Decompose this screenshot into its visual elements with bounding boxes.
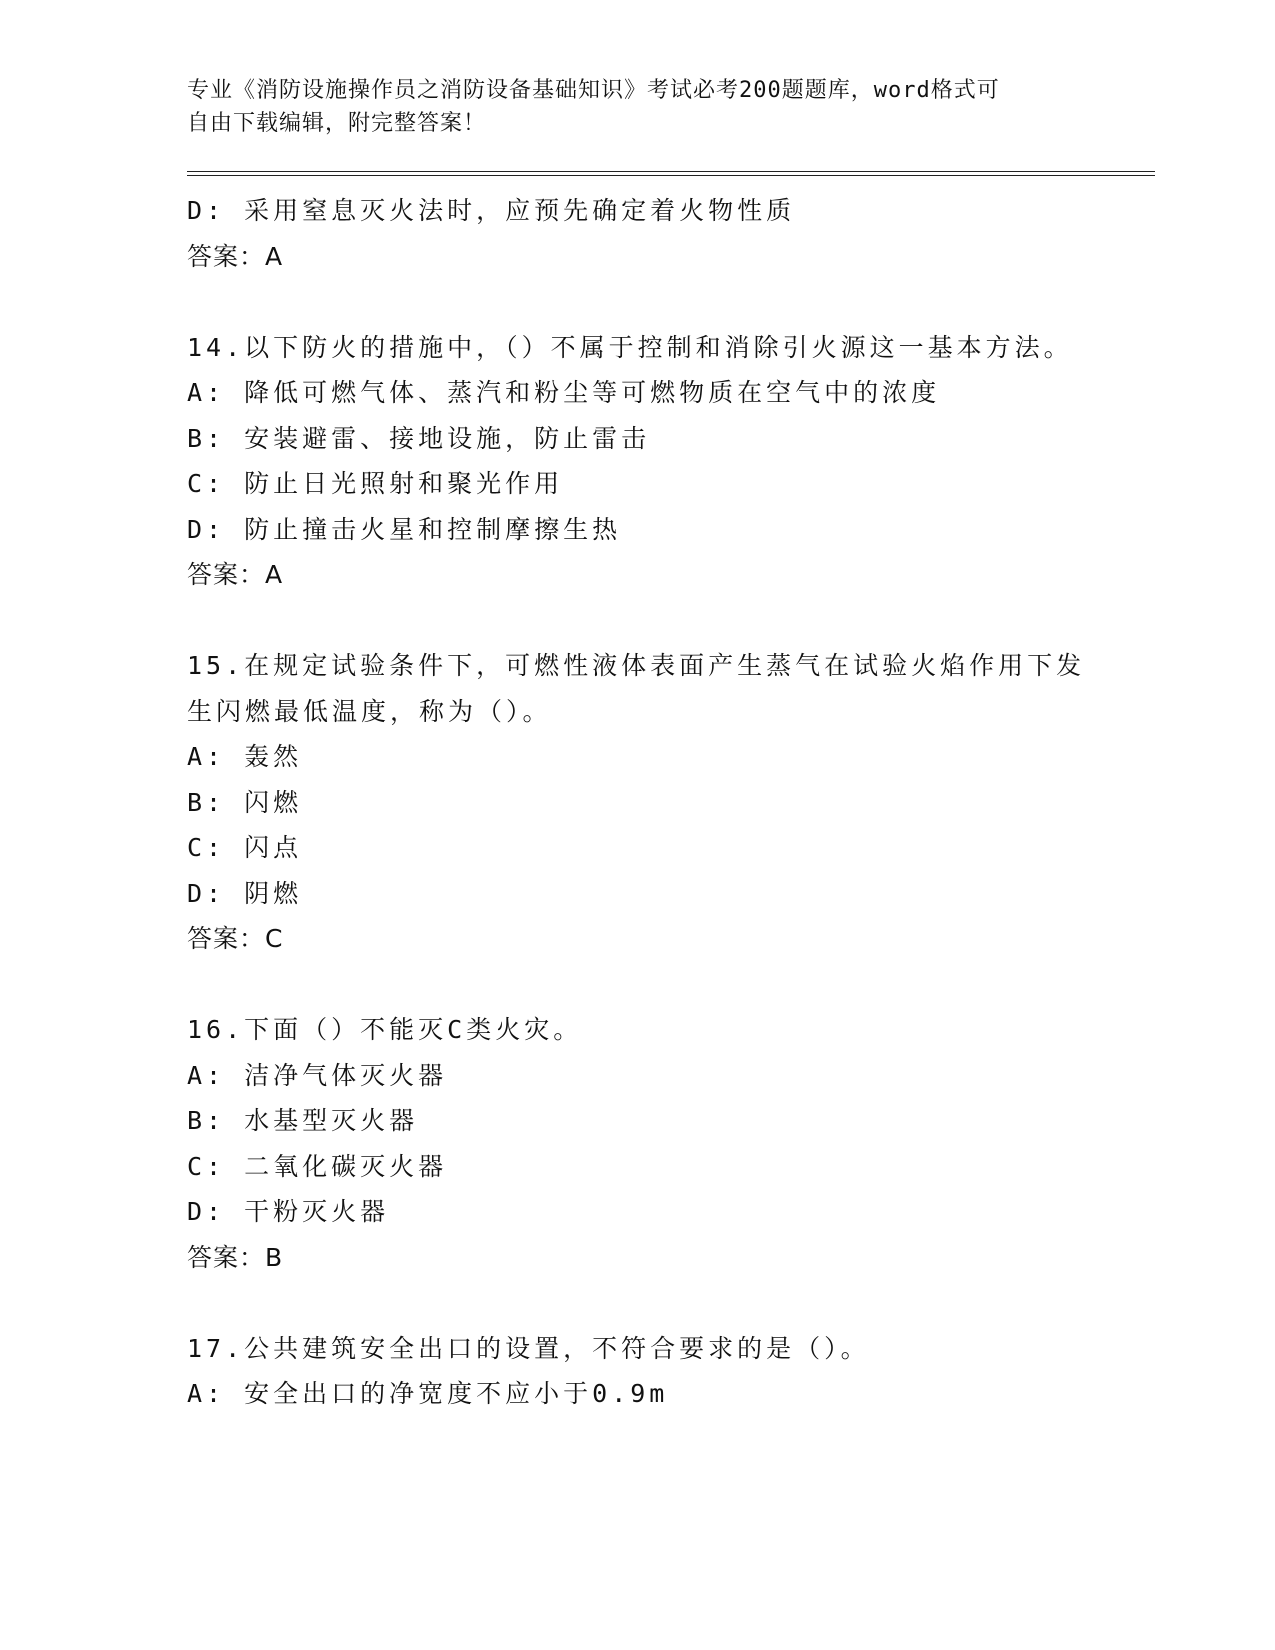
document-body	[187, 188, 1087, 1417]
question-stem: 14.以下防火的措施中，（）不属于控制和消除引火源这一基本方法。	[187, 332, 1073, 362]
answer-line: 答案：B	[187, 1242, 284, 1272]
answer-line: 答案：A	[187, 241, 284, 271]
spacer	[187, 279, 1087, 325]
question-15	[187, 643, 1087, 962]
question-14	[187, 325, 1087, 598]
spacer	[187, 962, 1087, 1008]
answer-line: 答案：C	[187, 924, 284, 953]
spacer	[187, 1280, 1087, 1326]
option-a: A: 降低可燃气体、蒸汽和粉尘等可燃物质在空气中的浓度	[187, 378, 941, 407]
option-d: D: 防止撞击火星和控制摩擦生热	[187, 514, 622, 544]
option-d: D: 采用窒息灭火法时，应预先确定着火物性质	[187, 196, 796, 225]
header-rule-bottom	[187, 175, 1155, 176]
question-stem: 17.公共建筑安全出口的设置，不符合要求的是（）。	[187, 1333, 870, 1363]
option-a: A: 洁净气体灭火器	[187, 1060, 448, 1090]
option-b: B: 安装避雷、接地设施，防止雷击	[187, 423, 651, 453]
option-a: A: 安全出口的净宽度不应小于0.9m	[187, 1379, 669, 1408]
spacer	[187, 598, 1087, 644]
question-stem-line-1: 15.在规定试验条件下，可燃性液体表面产生蒸气在试验火焰作用下发	[187, 651, 1086, 680]
option-d: D: 干粉灭火器	[187, 1197, 390, 1226]
question-16	[187, 1007, 1087, 1280]
option-c: C: 闪点	[187, 833, 303, 862]
option-b: B: 闪燃	[187, 787, 303, 817]
header-line-1: 专业《消防设施操作员之消防设备基础知识》考试必考200题题库，word格式可	[187, 78, 1000, 103]
option-b: B: 水基型灭火器	[187, 1106, 419, 1135]
question-stem: 16.下面（）不能灭C类火灾。	[187, 1015, 583, 1044]
document-header	[187, 74, 1087, 140]
option-a: A: 轰然	[187, 742, 303, 771]
header-rule-top	[187, 171, 1155, 172]
header-line-2: 自由下载编辑，附完整答案！	[187, 111, 487, 136]
option-c: C: 二氧化碳灭火器	[187, 1151, 448, 1181]
option-d: D: 阴燃	[187, 878, 303, 908]
question-17	[187, 1326, 1087, 1417]
answer-line: 答案：A	[187, 560, 284, 589]
question-stem-line-2: 生闪燃最低温度，称为（）。	[187, 696, 552, 726]
option-c: C: 防止日光照射和聚光作用	[187, 469, 564, 498]
